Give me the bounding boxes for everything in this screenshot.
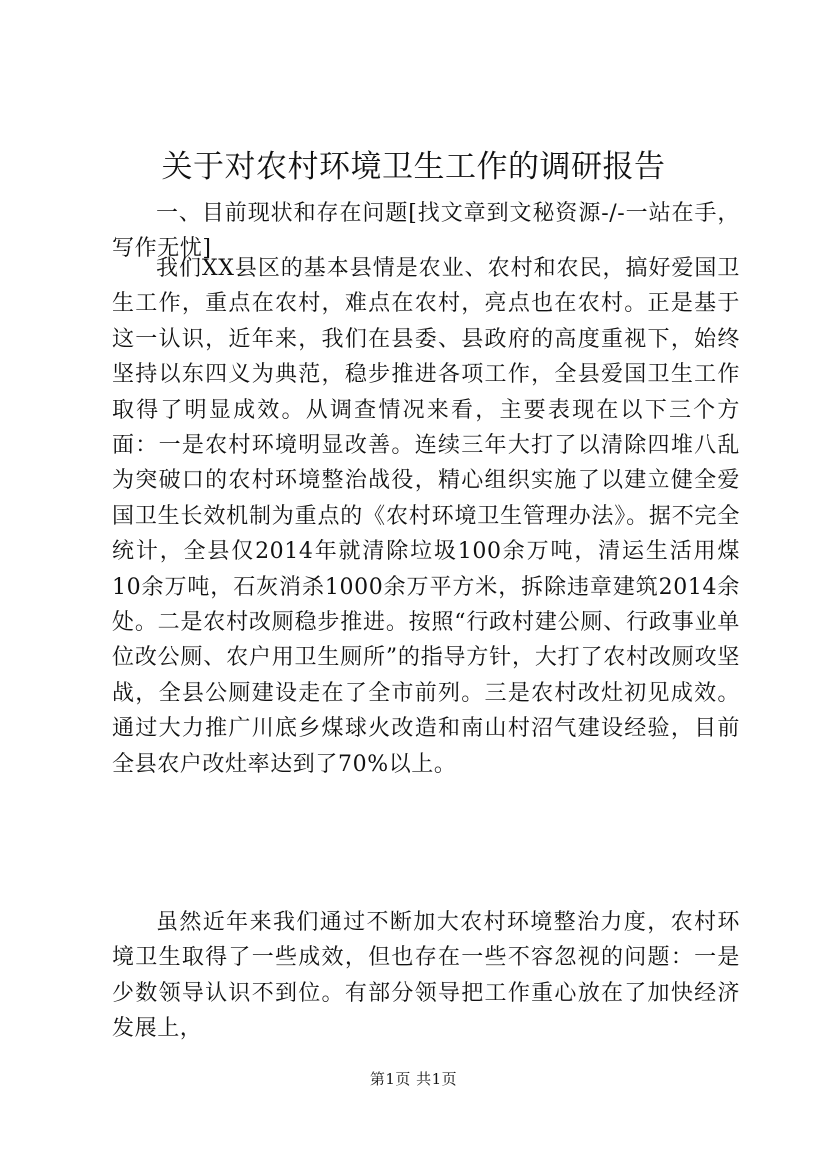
document-title: 关于对农村环境卫生工作的调研报告 — [161, 149, 666, 185]
body-paragraph: 我们XX县区的基本县情是农业、农村和农民，搞好爱国卫生工作，重点在农村，难点在农村，亮点也在农村。正是基于这一认识，近年来，我们在县委、县政府的高度重视下，始终坚持以东四义为典范，稳步推进各项工作，全县爱国卫生工作取得了明显成效。从调查情况来看，主要表现在以下三个方面：一是农村环境明显改善。连续三年大打了以清除四堆八乱为突破口的农村环境整治战役，精心组织实施了以建立健全爱国卫生长效机制为重点的《农村环境卫生管理办法》。据不完全统计，全县仅2014年就清除垃圾100余万吨，清运生活用煤10余万吨，石灰消杀1000余万平方米，拆除违章建筑2014余处。二是农村改厕稳步推进。按照“行政村建公厕、行政事业单位改公厕、农户用卫生厕所”的指导方针，大打了农村改厕攻坚战，全县公厕建设走在了全市前列。三是农村改灶初见成效。通过大力推广川底乡煤球火改造和南山村沼气建设经验，目前全县农户改灶率达到了70%以上。 — [112, 256, 740, 777]
page-footer: 第1页 共1页 — [369, 1070, 458, 1088]
body-paragraph: 虽然近年来我们通过不断加大农村环境整治力度，农村环境卫生取得了一些成效，但也存在一些不容忽视的问题：一是少数领导认识不到位。有部分领导把工作重心放在了加快经济发展上， — [112, 910, 740, 1042]
section-heading-paragraph: 一、目前现状和存在问题[找文章到文秘资源-/-一站在手，写作无忧] — [112, 201, 740, 262]
